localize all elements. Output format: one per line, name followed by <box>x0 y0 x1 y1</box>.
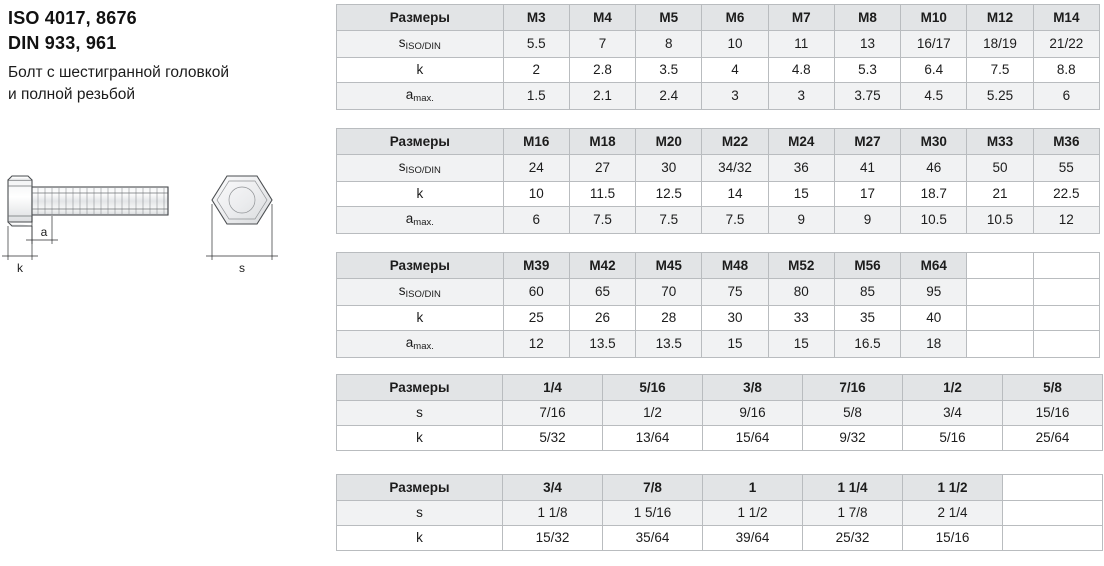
table-header-size: 1/4 <box>503 375 603 401</box>
table-cell-value: 22.5 <box>1033 182 1099 207</box>
table-header-size: M16 <box>503 129 569 155</box>
row-label-k: k <box>337 58 504 83</box>
table-header-size: M12 <box>967 5 1033 31</box>
table-cell-value: 39/64 <box>703 526 803 551</box>
table-cell-value: 11 <box>768 31 834 58</box>
standard-line-2: DIN 933, 961 <box>8 33 117 53</box>
table-cell-value: 40 <box>901 306 967 331</box>
table-cell-value: 60 <box>503 279 569 306</box>
table-cell-value: 3.75 <box>834 83 900 110</box>
row-label-a-max <box>337 331 504 358</box>
table-cell-value: 12.5 <box>636 182 702 207</box>
table-header-dimensions: Размеры <box>337 253 504 279</box>
table-row <box>337 526 1103 551</box>
table-cell-value: 21 <box>967 182 1033 207</box>
table-header-size: 1 1/2 <box>903 475 1003 501</box>
table-cell-value <box>1033 306 1099 331</box>
table-header-row <box>337 129 1100 155</box>
table-cell-value: 24 <box>503 155 569 182</box>
table-header-size: M4 <box>569 5 635 31</box>
table-header-size: M5 <box>636 5 702 31</box>
table-cell-value: 2 1/4 <box>903 501 1003 526</box>
table-cell-value: 5.5 <box>503 31 569 58</box>
table-header-size: M7 <box>768 5 834 31</box>
table-cell-value: 15 <box>768 331 834 358</box>
table-header-size: M24 <box>768 129 834 155</box>
table-row <box>337 401 1103 426</box>
table-header-size: M3 <box>503 5 569 31</box>
table-header-row <box>337 5 1100 31</box>
table-cell-value: 9/16 <box>703 401 803 426</box>
table-cell-value: 9/32 <box>803 426 903 451</box>
table-cell-value: 25/64 <box>1003 426 1103 451</box>
table-cell-value: 85 <box>834 279 900 306</box>
table-cell-value: 13.5 <box>636 331 702 358</box>
table-cell-value <box>1033 331 1099 358</box>
table-row <box>337 155 1100 182</box>
table-cell-value: 6 <box>503 207 569 234</box>
table-cell-value: 7.5 <box>569 207 635 234</box>
table-cell-value: 5.25 <box>967 83 1033 110</box>
row-label-s-main: s <box>398 159 406 174</box>
table-cell-value: 3.5 <box>636 58 702 83</box>
dimension-k-label: k <box>17 261 23 275</box>
table-cell-value: 15/16 <box>903 526 1003 551</box>
row-label-s: s <box>337 401 503 426</box>
table-header-row <box>337 253 1100 279</box>
table-cell-value: 50 <box>967 155 1033 182</box>
table-cell-value: 15/16 <box>1003 401 1103 426</box>
table-row <box>337 331 1100 358</box>
table-cell-value <box>967 306 1033 331</box>
table-row <box>337 279 1100 306</box>
table-cell-value: 15 <box>702 331 768 358</box>
table-cell-value: 9 <box>834 207 900 234</box>
description-line-1: Болт с шестигранной головкой <box>8 64 230 81</box>
table-cell-value: 3 <box>768 83 834 110</box>
table-cell-value: 15 <box>768 182 834 207</box>
table-header-size: 5/16 <box>603 375 703 401</box>
table-cell-value: 7.5 <box>967 58 1033 83</box>
table-header-size: M10 <box>901 5 967 31</box>
table-cell-value: 27 <box>569 155 635 182</box>
dimension-table-inch-1 <box>336 374 1103 451</box>
row-label-k: k <box>337 426 503 451</box>
table-cell-value: 8.8 <box>1033 58 1099 83</box>
table-header-size: M18 <box>569 129 635 155</box>
table-cell-value: 7 <box>569 31 635 58</box>
table-row <box>337 306 1100 331</box>
table-cell-value: 55 <box>1033 155 1099 182</box>
table-cell-value: 2.4 <box>636 83 702 110</box>
row-label-k: k <box>337 306 504 331</box>
table-cell-value: 41 <box>834 155 900 182</box>
table-cell-value: 5/16 <box>903 426 1003 451</box>
standard-line-1: ISO 4017, 8676 <box>8 8 137 28</box>
table-header-size: M48 <box>702 253 768 279</box>
table-header-dimensions: Размеры <box>337 475 503 501</box>
table-cell-value: 8 <box>636 31 702 58</box>
table-cell-value: 30 <box>636 155 702 182</box>
table-header-size: 1 <box>703 475 803 501</box>
table-cell-value: 3 <box>702 83 768 110</box>
table-cell-value: 2 <box>503 58 569 83</box>
table-cell-value <box>967 331 1033 358</box>
table-row <box>337 58 1100 83</box>
table-cell-value: 1 7/8 <box>803 501 903 526</box>
row-label-s: s <box>337 501 503 526</box>
table-header-size: M36 <box>1033 129 1099 155</box>
table-cell-value: 75 <box>702 279 768 306</box>
table-cell-value <box>967 279 1033 306</box>
dimension-table-metric-1 <box>336 4 1100 110</box>
table-cell-value: 5/8 <box>803 401 903 426</box>
bolt-technical-drawing <box>0 160 330 280</box>
table-cell-value: 13 <box>834 31 900 58</box>
table-cell-value: 1 1/2 <box>703 501 803 526</box>
row-label-s-iso-din <box>337 31 504 58</box>
table-cell-value: 7/16 <box>503 401 603 426</box>
table-cell-value: 9 <box>768 207 834 234</box>
row-label-a-max <box>337 83 504 110</box>
table-cell-value: 3/4 <box>903 401 1003 426</box>
table-cell-value: 10.5 <box>901 207 967 234</box>
table-cell-value: 2.1 <box>569 83 635 110</box>
table-cell-value: 46 <box>901 155 967 182</box>
row-label-k: k <box>337 182 504 207</box>
table-cell-value: 25 <box>503 306 569 331</box>
table-cell-value <box>1033 279 1099 306</box>
dimension-table-inch-2 <box>336 474 1103 551</box>
table-header-dimensions: Размеры <box>337 5 504 31</box>
table-cell-value: 80 <box>768 279 834 306</box>
table-cell-value: 16/17 <box>901 31 967 58</box>
table-cell-value: 1.5 <box>503 83 569 110</box>
table-row <box>337 83 1100 110</box>
table-cell-value: 95 <box>901 279 967 306</box>
table-header-size: M64 <box>901 253 967 279</box>
description-line-2: и полной резьбой <box>8 86 136 103</box>
table-cell-value: 15/64 <box>703 426 803 451</box>
table-cell-value: 15/32 <box>503 526 603 551</box>
table-cell-value: 65 <box>569 279 635 306</box>
table-header-size: M8 <box>834 5 900 31</box>
table-cell-value: 4.5 <box>901 83 967 110</box>
table-cell-value: 12 <box>503 331 569 358</box>
table-cell-value: 4 <box>702 58 768 83</box>
table-header-size: M20 <box>636 129 702 155</box>
table-cell-value: 16.5 <box>834 331 900 358</box>
table-header-size: M30 <box>901 129 967 155</box>
table-cell-value <box>1003 501 1103 526</box>
table-cell-value: 2.8 <box>569 58 635 83</box>
table-cell-value: 35/64 <box>603 526 703 551</box>
row-label-k: k <box>337 526 503 551</box>
table-header-size: 1 1/4 <box>803 475 903 501</box>
row-label-s-sub: ISO/DIN <box>405 41 441 52</box>
dimension-k <box>2 226 38 260</box>
table-row <box>337 501 1103 526</box>
table-header-size: 5/8 <box>1003 375 1103 401</box>
table-header-dimensions: Размеры <box>337 375 503 401</box>
table-row <box>337 207 1100 234</box>
row-label-s-iso-din <box>337 279 504 306</box>
row-label-s-sub: ISO/DIN <box>405 165 441 176</box>
table-header-empty <box>1003 475 1103 501</box>
table-cell-value: 14 <box>702 182 768 207</box>
table-cell-value: 5/32 <box>503 426 603 451</box>
table-cell-value: 10 <box>503 182 569 207</box>
table-cell-value: 11.5 <box>569 182 635 207</box>
table-header-empty <box>1033 253 1099 279</box>
table-header-size: M27 <box>834 129 900 155</box>
table-cell-value: 7.5 <box>702 207 768 234</box>
table-header-row <box>337 475 1103 501</box>
row-label-a-main: a <box>405 335 414 350</box>
table-cell-value: 21/22 <box>1033 31 1099 58</box>
dimension-table-metric-3 <box>336 252 1100 358</box>
table-header-size: M22 <box>702 129 768 155</box>
row-label-a-sub: max. <box>413 217 434 228</box>
table-header-size: M42 <box>569 253 635 279</box>
dimension-table-metric-2 <box>336 128 1100 234</box>
table-cell-value: 18 <box>901 331 967 358</box>
table-row <box>337 31 1100 58</box>
table-cell-value: 10.5 <box>967 207 1033 234</box>
table-cell-value: 4.8 <box>768 58 834 83</box>
dimension-a-label: a <box>40 225 48 239</box>
table-header-size: M45 <box>636 253 702 279</box>
table-row <box>337 182 1100 207</box>
table-cell-value: 6 <box>1033 83 1099 110</box>
table-cell-value: 1 1/8 <box>503 501 603 526</box>
table-cell-value: 18.7 <box>901 182 967 207</box>
table-cell-value: 1 5/16 <box>603 501 703 526</box>
table-cell-value: 10 <box>702 31 768 58</box>
row-label-s-main: s <box>398 283 406 298</box>
table-cell-value: 17 <box>834 182 900 207</box>
table-cell-value: 70 <box>636 279 702 306</box>
table-header-size: 7/16 <box>803 375 903 401</box>
table-cell-value: 5.3 <box>834 58 900 83</box>
bolt-front-view <box>212 176 272 224</box>
row-label-a-main: a <box>405 211 414 226</box>
row-label-a-sub: max. <box>413 341 434 352</box>
row-label-a-sub: max. <box>413 93 434 104</box>
table-header-size: M33 <box>967 129 1033 155</box>
table-cell-value: 12 <box>1033 207 1099 234</box>
table-cell-value <box>1003 526 1103 551</box>
table-cell-value: 30 <box>702 306 768 331</box>
table-cell-value: 13/64 <box>603 426 703 451</box>
table-cell-value: 1/2 <box>603 401 703 426</box>
standard-info-block <box>8 6 328 106</box>
bolt-drawing-svg <box>0 160 330 280</box>
table-header-size: M6 <box>702 5 768 31</box>
table-row <box>337 426 1103 451</box>
table-header-dimensions: Размеры <box>337 129 504 155</box>
table-header-row <box>337 375 1103 401</box>
dimension-s-label: s <box>239 261 245 275</box>
table-cell-value: 6.4 <box>901 58 967 83</box>
table-cell-value: 13.5 <box>569 331 635 358</box>
table-header-size: 3/8 <box>703 375 803 401</box>
table-header-size: 7/8 <box>603 475 703 501</box>
row-label-s-iso-din <box>337 155 504 182</box>
table-header-size: M52 <box>768 253 834 279</box>
row-label-s-main: s <box>398 35 406 50</box>
table-cell-value: 18/19 <box>967 31 1033 58</box>
table-header-size: M14 <box>1033 5 1099 31</box>
table-cell-value: 35 <box>834 306 900 331</box>
table-header-size: 3/4 <box>503 475 603 501</box>
table-header-size: M39 <box>503 253 569 279</box>
table-header-empty <box>967 253 1033 279</box>
table-cell-value: 7.5 <box>636 207 702 234</box>
row-label-s-sub: ISO/DIN <box>405 289 441 300</box>
table-cell-value: 33 <box>768 306 834 331</box>
table-cell-value: 26 <box>569 306 635 331</box>
table-header-size: M56 <box>834 253 900 279</box>
table-cell-value: 36 <box>768 155 834 182</box>
table-cell-value: 25/32 <box>803 526 903 551</box>
table-header-size: 1/2 <box>903 375 1003 401</box>
table-cell-value: 28 <box>636 306 702 331</box>
row-label-a-main: a <box>405 87 414 102</box>
row-label-a-max <box>337 207 504 234</box>
table-cell-value: 34/32 <box>702 155 768 182</box>
